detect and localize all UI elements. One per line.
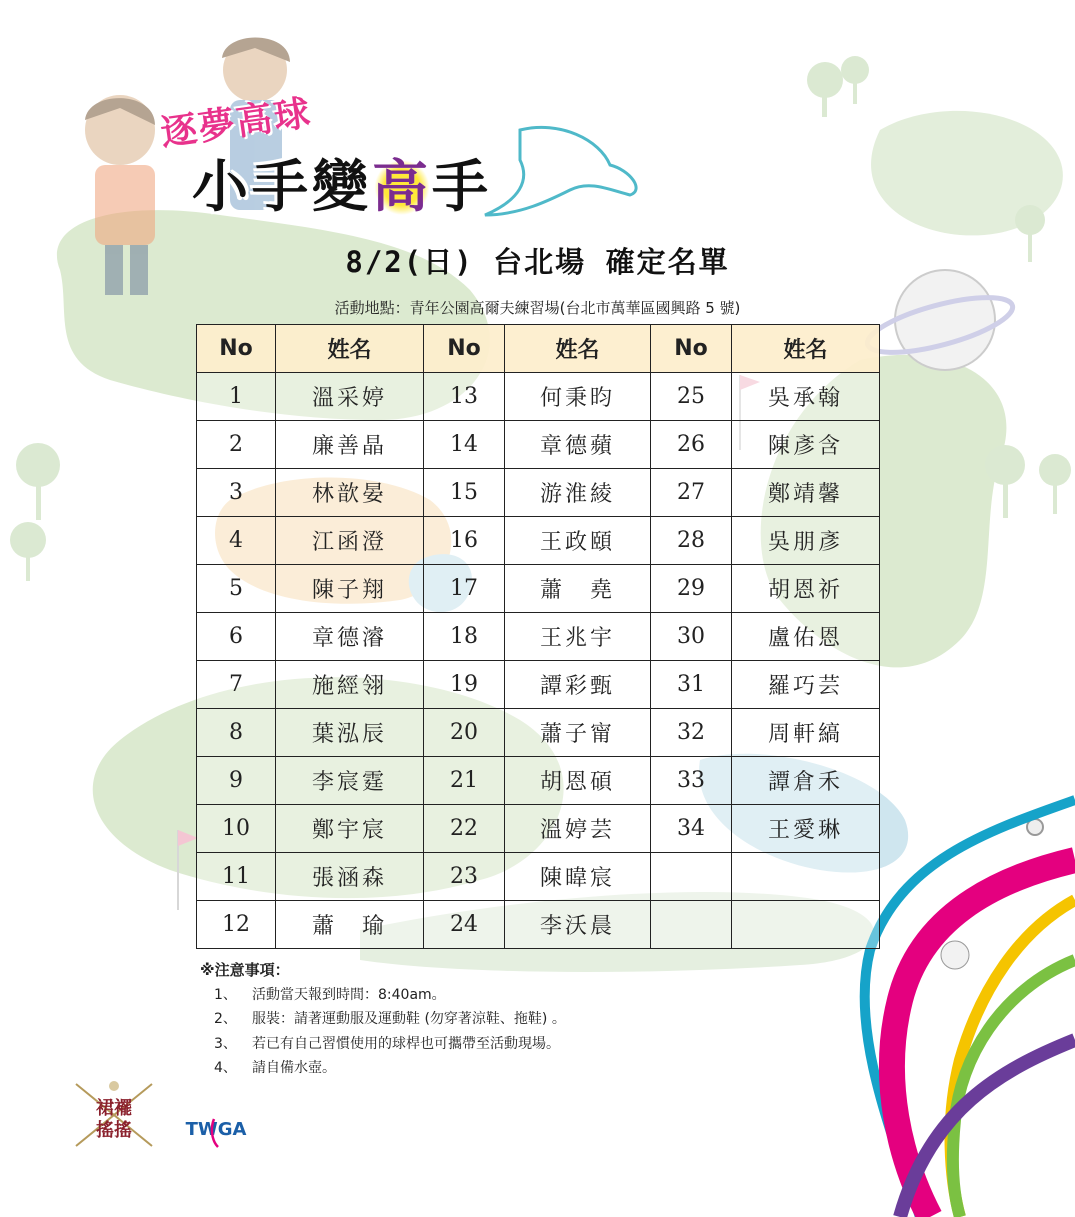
cell-number: 17 xyxy=(424,565,505,613)
cell-name: 李宸霆 xyxy=(276,757,424,805)
cell-name: 胡恩碩 xyxy=(505,757,651,805)
table-header-row xyxy=(197,325,880,373)
table-row xyxy=(197,901,880,949)
venue-info: 活動地點：青年公園高爾夫練習場(台北市萬華區國興路 5 號) xyxy=(334,299,741,317)
cell-number: 13 xyxy=(424,373,505,421)
cell-name: 羅巧芸 xyxy=(732,661,880,709)
cell-name: 蕭 堯 xyxy=(505,565,651,613)
cell-name: 章德蘋 xyxy=(505,421,651,469)
header-name-1: 姓名 xyxy=(276,325,424,373)
cell-number: 14 xyxy=(424,421,505,469)
header-no-2: No xyxy=(424,325,505,373)
cell-name: 王兆宇 xyxy=(505,613,651,661)
cell-name: 李沃晨 xyxy=(505,901,651,949)
cell-number: 8 xyxy=(197,709,276,757)
table-row xyxy=(197,373,880,421)
cell-number: 5 xyxy=(197,565,276,613)
note-text: 請自備水壺。 xyxy=(252,1060,336,1076)
note-item xyxy=(200,983,566,1008)
cell-name: 陳子翔 xyxy=(276,565,424,613)
cell-number: 3 xyxy=(197,469,276,517)
note-item xyxy=(200,1007,566,1032)
logo-main-text xyxy=(192,143,492,223)
note-index: 3、 xyxy=(214,1035,237,1052)
cell-number: 26 xyxy=(651,421,732,469)
cell-name: 鄭靖馨 xyxy=(732,469,880,517)
cell-name: 吳承翰 xyxy=(732,373,880,421)
cell-name xyxy=(732,901,880,949)
cell-number: 32 xyxy=(651,709,732,757)
cell-name: 周軒縞 xyxy=(732,709,880,757)
logo-slogan: 逐夢高球 xyxy=(158,92,315,155)
cell-name: 王政頤 xyxy=(505,517,651,565)
cell-number: 19 xyxy=(424,661,505,709)
cell-number: 25 xyxy=(651,373,732,421)
cell-number: 1 xyxy=(197,373,276,421)
cell-name: 溫婷芸 xyxy=(505,805,651,853)
header-name-2: 姓名 xyxy=(505,325,651,373)
cell-number: 23 xyxy=(424,853,505,901)
cell-name: 陳彥含 xyxy=(732,421,880,469)
table-row xyxy=(197,853,880,901)
cell-name: 張涵森 xyxy=(276,853,424,901)
cell-number: 28 xyxy=(651,517,732,565)
notes-title: ※注意事項： xyxy=(200,961,290,979)
page-title: 8/2(日) 台北場 確定名單 xyxy=(345,245,730,279)
cell-number: 4 xyxy=(197,517,276,565)
cell-name: 蕭 瑜 xyxy=(276,901,424,949)
cell-number: 31 xyxy=(651,661,732,709)
table-row xyxy=(197,613,880,661)
note-item xyxy=(200,1032,566,1057)
sponsor-logo-twga-text: TWGA xyxy=(185,1119,247,1140)
cell-number: 10 xyxy=(197,805,276,853)
sponsor-logo-twga xyxy=(176,1105,256,1150)
cell-name: 蕭子甯 xyxy=(505,709,651,757)
sponsor-logo-skirt-line1: 裙襬 xyxy=(96,1098,132,1119)
cell-name: 何秉昀 xyxy=(505,373,651,421)
note-text: 服裝：請著運動服及運動鞋 (勿穿著涼鞋、拖鞋) 。 xyxy=(252,1011,566,1027)
header-no-1: No xyxy=(197,325,276,373)
cell-number: 34 xyxy=(651,805,732,853)
cell-name: 林歆晏 xyxy=(276,469,424,517)
cell-name: 章德濬 xyxy=(276,613,424,661)
logo-main-highlight: 高 xyxy=(372,155,432,220)
header-no-3: No xyxy=(651,325,732,373)
cell-name: 譚彩甄 xyxy=(505,661,651,709)
cell-number: 21 xyxy=(424,757,505,805)
table-row xyxy=(197,709,880,757)
note-text: 若已有自己習慣使用的球桿也可攜帶至活動現場。 xyxy=(252,1035,560,1052)
cell-number: 29 xyxy=(651,565,732,613)
cell-number: 6 xyxy=(197,613,276,661)
cell-number: 16 xyxy=(424,517,505,565)
cell-number xyxy=(651,901,732,949)
table-row xyxy=(197,661,880,709)
cell-number: 24 xyxy=(424,901,505,949)
cell-name: 王愛琳 xyxy=(732,805,880,853)
cell-number: 2 xyxy=(197,421,276,469)
cell-name: 廉善晶 xyxy=(276,421,424,469)
notes-section xyxy=(200,958,566,1081)
cell-number: 18 xyxy=(424,613,505,661)
cell-number: 9 xyxy=(197,757,276,805)
logo-main-part1: 小手變 xyxy=(192,155,372,220)
note-index: 2、 xyxy=(214,1011,237,1027)
table-row xyxy=(197,517,880,565)
cell-name xyxy=(732,853,880,901)
cell-number: 15 xyxy=(424,469,505,517)
table-row xyxy=(197,805,880,853)
cell-name: 溫采婷 xyxy=(276,373,424,421)
cell-name: 鄭宇宸 xyxy=(276,805,424,853)
cell-number: 11 xyxy=(197,853,276,901)
cell-number: 27 xyxy=(651,469,732,517)
sponsor-logo-skirt xyxy=(68,1080,160,1150)
cell-number: 30 xyxy=(651,613,732,661)
cell-name: 施經翎 xyxy=(276,661,424,709)
cell-number: 20 xyxy=(424,709,505,757)
note-index: 1、 xyxy=(214,986,237,1003)
table-row xyxy=(197,469,880,517)
cell-name: 游淮綾 xyxy=(505,469,651,517)
table-row xyxy=(197,421,880,469)
cell-number: 22 xyxy=(424,805,505,853)
logo-main-part2: 手 xyxy=(432,155,492,220)
cell-number: 33 xyxy=(651,757,732,805)
cell-name: 江函澄 xyxy=(276,517,424,565)
event-logo xyxy=(158,92,630,235)
cell-name: 胡恩祈 xyxy=(732,565,880,613)
cell-name: 盧佑恩 xyxy=(732,613,880,661)
cell-name: 吳朋彥 xyxy=(732,517,880,565)
table-row xyxy=(197,565,880,613)
cell-number: 12 xyxy=(197,901,276,949)
note-text: 活動當天報到時間：8:40am。 xyxy=(252,986,446,1003)
cell-name: 譚倉禾 xyxy=(732,757,880,805)
cell-name: 陳暐宸 xyxy=(505,853,651,901)
table-row xyxy=(197,757,880,805)
cell-number: 7 xyxy=(197,661,276,709)
cell-name: 葉泓辰 xyxy=(276,709,424,757)
roster-table xyxy=(196,324,880,949)
header-name-3: 姓名 xyxy=(732,325,880,373)
sponsor-logo-skirt-line2: 搖搖 xyxy=(96,1120,132,1141)
cell-number xyxy=(651,853,732,901)
note-index: 4、 xyxy=(214,1060,237,1076)
note-item xyxy=(200,1056,566,1081)
